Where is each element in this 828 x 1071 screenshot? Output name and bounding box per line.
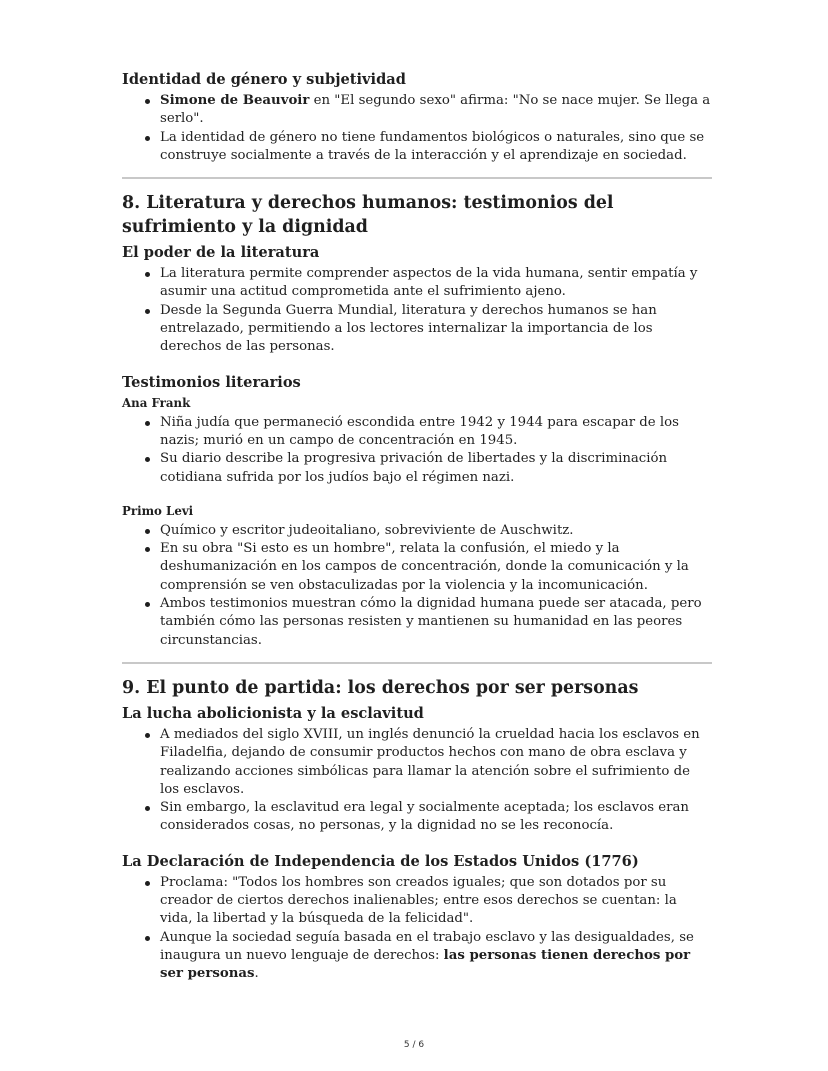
abolition-list — [122, 726, 712, 836]
subsection-title-power-of-literature: El poder de la literatura — [122, 244, 320, 262]
author-heading-primo-levi: Primo Levi — [122, 503, 194, 518]
power-of-literature-list — [122, 265, 712, 356]
list-item: Ambos testimonios muestran cómo la dignidad humana puede ser atacada, pero también cómo las personas resisten y mantienen su humanidad en las peores circunstancias. — [160, 595, 712, 650]
list-item-text: en "El segundo sexo" afirma: "No se nace mujer. Se llega a serlo". — [160, 93, 711, 127]
list-item: Desde la Segunda Guerra Mundial, literatura y derechos humanos se han entrelazado, permitiendo a los lectores internalizar la importancia de los derechos de las personas. — [160, 302, 712, 357]
anne-frank-list — [122, 414, 712, 487]
author-heading-anne-frank: Ana Frank — [122, 395, 191, 410]
list-item — [160, 929, 712, 984]
list-item-text: Aunque la sociedad seguía basada en el trabajo esclavo y las desigualdades, se inaugura un nuevo lenguaje de derechos: — [160, 929, 694, 963]
list-item: En su obra "Si esto es un hombre", relata la confusión, el miedo y la deshumanización en los campos de concentración, donde la comunicación y la comprensión se ven obstaculizadas por la violencia y la incomunicación. — [160, 540, 712, 595]
primo-levi-list — [122, 522, 712, 650]
list-item: Su diario describe la progresiva privación de libertades y la discriminación cotidiana sufrida por los judíos bajo el régimen nazi. — [160, 450, 712, 487]
page-number: 5 / 6 — [403, 1040, 425, 1050]
list-item: Químico y escritor judeoitaliano, sobreviviente de Auschwitz. — [160, 522, 712, 540]
list-item: Sin embargo, la esclavitud era legal y socialmente aceptada; los esclavos eran considerados cosas, no personas, y la dignidad no se les reconocía. — [160, 799, 712, 836]
section-title-9: 9. El punto de partida: los derechos por ser personas — [122, 677, 639, 698]
list-item: Niña judía que permaneció escondida entre 1942 y 1944 para escapar de los nazis; murió en un campo de concentración en 1945. — [160, 414, 712, 451]
subsection-title-abolition: La lucha abolicionista y la esclavitud — [122, 704, 424, 722]
subsection-title-declaration: La Declaración de Independencia de los Estados Unidos (1776) — [122, 852, 639, 870]
subsection-title-testimonies: Testimonios literarios — [122, 373, 301, 391]
declaration-list — [122, 874, 712, 984]
bold-text: las personas tienen derechos por ser personas — [160, 947, 691, 982]
page-content — [122, 70, 712, 984]
list-item — [160, 92, 712, 129]
gender-identity-list — [122, 92, 712, 165]
list-item: La literatura permite comprender aspectos de la vida humana, sentir empatía y asumir una actitud comprometida ante el sufrimiento ajeno. — [160, 265, 712, 302]
list-item-text: . — [254, 966, 259, 982]
list-item: A mediados del siglo XVIII, un inglés denunció la crueldad hacia los esclavos en Filadelfia, dejando de consumir productos hechos con mano de obra esclava y realizando acciones simbólicas para llamar la atención sobre el sufrimiento de los esclavos. — [160, 726, 712, 799]
list-item: La identidad de género no tiene fundamentos biológicos o naturales, sino que se construye socialmente a través de la interacción y el aprendizaje en sociedad. — [160, 129, 712, 166]
section-title-8: 8. Literatura y derechos humanos: testimonios del sufrimiento y la dignidad — [122, 193, 614, 238]
subsection-title-gender-identity: Identidad de género y subjetividad — [122, 71, 406, 88]
list-item: Proclama: "Todos los hombres son creados iguales; que son dotados por su creador de ciertos derechos inalienables; entre esos derechos se cuentan: la vida, la libertad y la búsqueda de la felicidad". — [160, 874, 712, 929]
bold-text: Simone de Beauvoir — [160, 93, 310, 108]
